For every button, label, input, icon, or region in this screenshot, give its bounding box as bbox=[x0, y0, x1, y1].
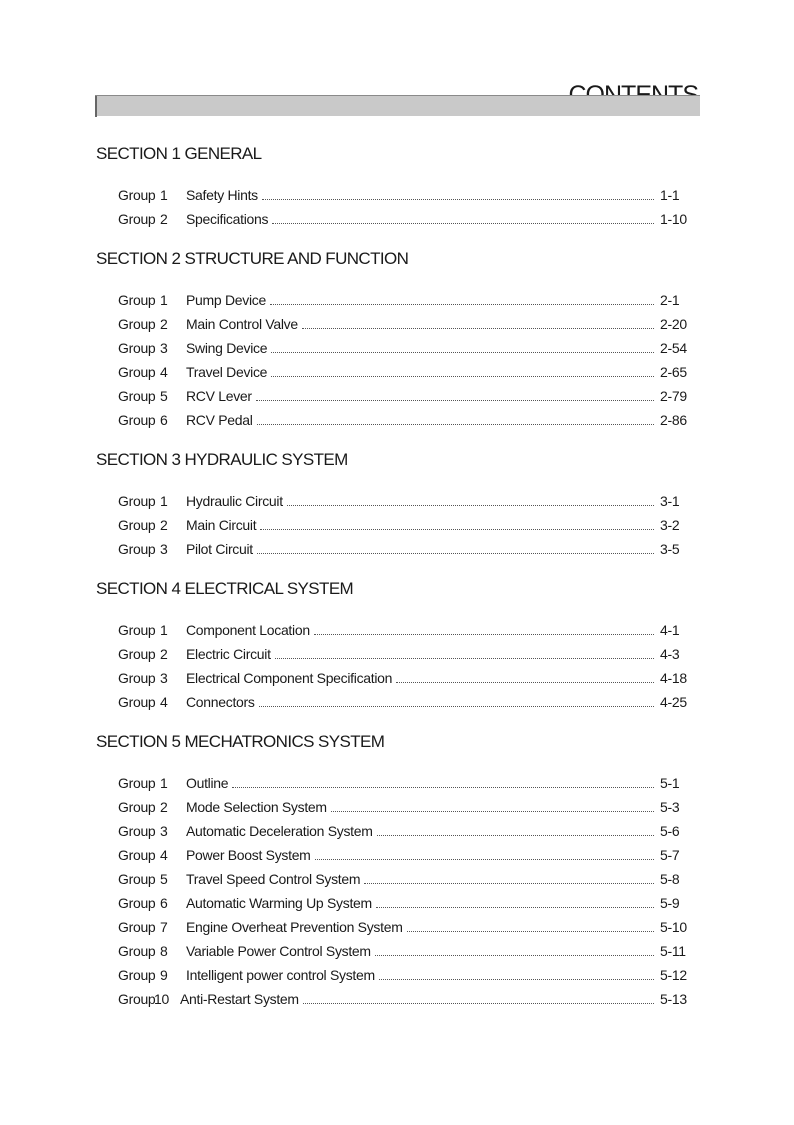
dot-leader bbox=[302, 328, 654, 329]
entry-title: Electrical Component Specification bbox=[186, 670, 393, 686]
group-label: Group bbox=[118, 991, 156, 1007]
group-number: 4 bbox=[160, 364, 168, 380]
toc-entry[interactable] bbox=[118, 795, 690, 819]
page-number: 5-11 bbox=[660, 943, 686, 959]
group-label: Group bbox=[118, 799, 156, 815]
toc-entry[interactable] bbox=[118, 915, 690, 939]
entry-title: Automatic Warming Up System bbox=[186, 895, 372, 911]
group-number: 2 bbox=[160, 316, 168, 332]
dot-leader bbox=[275, 658, 654, 659]
toc-entry[interactable] bbox=[118, 336, 690, 360]
page-number: 5-12 bbox=[660, 967, 687, 983]
group-number: 10 bbox=[154, 991, 169, 1007]
group-label: Group bbox=[118, 340, 156, 356]
page-number: 1-10 bbox=[660, 211, 687, 227]
page-number: 2-1 bbox=[660, 292, 680, 308]
page-number: 5-9 bbox=[660, 895, 680, 911]
page-number: 2-86 bbox=[660, 412, 687, 428]
page-number: 5-1 bbox=[660, 775, 680, 791]
dot-leader bbox=[271, 376, 654, 377]
toc-entry[interactable] bbox=[118, 312, 690, 336]
group-label: Group bbox=[118, 871, 156, 887]
dot-leader bbox=[270, 304, 654, 305]
toc-entry[interactable] bbox=[118, 987, 690, 1011]
group-number: 2 bbox=[160, 517, 168, 533]
dot-leader bbox=[375, 955, 654, 956]
dot-leader bbox=[364, 883, 654, 884]
toc-entry[interactable] bbox=[118, 867, 690, 891]
group-label: Group bbox=[118, 493, 156, 509]
group-label: Group bbox=[118, 388, 156, 404]
entry-title: Anti-Restart System bbox=[180, 991, 299, 1007]
group-label: Group bbox=[118, 364, 156, 380]
entry-title: Pilot Circuit bbox=[186, 541, 253, 557]
toc-section bbox=[96, 575, 696, 714]
page-number: 5-10 bbox=[660, 919, 687, 935]
group-number: 5 bbox=[160, 388, 168, 404]
toc-entry[interactable] bbox=[118, 963, 690, 987]
group-label: Group bbox=[118, 517, 156, 533]
dot-leader bbox=[407, 931, 654, 932]
dot-leader bbox=[303, 1003, 654, 1004]
section-heading: SECTION 3 HYDRAULIC SYSTEM bbox=[96, 450, 348, 469]
toc-entry[interactable] bbox=[118, 618, 690, 642]
group-number: 6 bbox=[160, 895, 168, 911]
entry-title: Power Boost System bbox=[186, 847, 311, 863]
group-label: Group bbox=[118, 943, 156, 959]
group-number: 2 bbox=[160, 646, 168, 662]
entry-title: Automatic Deceleration System bbox=[186, 823, 373, 839]
page-number: 4-25 bbox=[660, 694, 687, 710]
group-number: 1 bbox=[160, 292, 168, 308]
toc-entry[interactable] bbox=[118, 207, 690, 231]
page-number: 5-7 bbox=[660, 847, 680, 863]
group-number: 1 bbox=[160, 775, 168, 791]
dot-leader bbox=[377, 835, 654, 836]
entry-title: Main Control Valve bbox=[186, 316, 298, 332]
page-number: 2-65 bbox=[660, 364, 687, 380]
page-number: 4-18 bbox=[660, 670, 687, 686]
group-number: 8 bbox=[160, 943, 168, 959]
group-number: 3 bbox=[160, 670, 168, 686]
dot-leader bbox=[259, 706, 654, 707]
dot-leader bbox=[314, 634, 654, 635]
page-number: 5-13 bbox=[660, 991, 687, 1007]
page-number: 3-5 bbox=[660, 541, 680, 557]
dot-leader bbox=[315, 859, 654, 860]
group-label: Group bbox=[118, 646, 156, 662]
group-number: 6 bbox=[160, 412, 168, 428]
toc-entry[interactable] bbox=[118, 939, 690, 963]
page-number: 2-79 bbox=[660, 388, 687, 404]
group-number: 2 bbox=[160, 799, 168, 815]
group-label: Group bbox=[118, 895, 156, 911]
group-number: 3 bbox=[160, 541, 168, 557]
group-number: 4 bbox=[160, 847, 168, 863]
group-label: Group bbox=[118, 775, 156, 791]
page-number: 2-20 bbox=[660, 316, 687, 332]
group-number: 5 bbox=[160, 871, 168, 887]
dot-leader bbox=[256, 400, 654, 401]
title-bar bbox=[95, 95, 700, 116]
toc-entry[interactable] bbox=[118, 360, 690, 384]
toc-entry[interactable] bbox=[118, 513, 690, 537]
page-number: 5-6 bbox=[660, 823, 680, 839]
toc-entry[interactable] bbox=[118, 690, 690, 714]
toc-entry[interactable] bbox=[118, 819, 690, 843]
entry-title: Hydraulic Circuit bbox=[186, 493, 283, 509]
entry-title: Variable Power Control System bbox=[186, 943, 371, 959]
page-number: 1-1 bbox=[660, 187, 680, 203]
group-label: Group bbox=[118, 541, 156, 557]
toc-entry[interactable] bbox=[118, 771, 690, 795]
entry-title: Swing Device bbox=[186, 340, 268, 356]
entry-title: Electric Circuit bbox=[186, 646, 271, 662]
toc-entry[interactable] bbox=[118, 891, 690, 915]
dot-leader bbox=[257, 424, 654, 425]
toc-entry[interactable] bbox=[118, 843, 690, 867]
dot-leader bbox=[232, 787, 654, 788]
toc-section bbox=[96, 446, 696, 561]
page-number: 4-1 bbox=[660, 622, 680, 638]
entry-title: Intelligent power control System bbox=[186, 967, 375, 983]
entry-title: Main Circuit bbox=[186, 517, 257, 533]
page-number: 5-3 bbox=[660, 799, 680, 815]
entry-title: Component Location bbox=[186, 622, 310, 638]
group-number: 9 bbox=[160, 967, 168, 983]
toc-section bbox=[96, 728, 696, 1011]
group-number: 2 bbox=[160, 211, 168, 227]
toc-section bbox=[96, 245, 696, 432]
entry-title: Pump Device bbox=[186, 292, 266, 308]
dot-leader bbox=[396, 682, 654, 683]
entry-title: Specifications bbox=[186, 211, 269, 227]
group-number: 1 bbox=[160, 187, 168, 203]
group-label: Group bbox=[118, 211, 156, 227]
page-number: 4-3 bbox=[660, 646, 680, 662]
table-of-contents bbox=[96, 140, 696, 1025]
toc-entry[interactable] bbox=[118, 183, 690, 207]
dot-leader bbox=[271, 352, 654, 353]
group-label: Group bbox=[118, 670, 156, 686]
dot-leader bbox=[272, 223, 654, 224]
toc-entry[interactable] bbox=[118, 537, 690, 561]
group-label: Group bbox=[118, 967, 156, 983]
group-label: Group bbox=[118, 847, 156, 863]
entry-title: RCV Pedal bbox=[186, 412, 253, 428]
entry-title: Engine Overheat Prevention System bbox=[186, 919, 403, 935]
section-heading: SECTION 2 STRUCTURE AND FUNCTION bbox=[96, 249, 409, 268]
dot-leader bbox=[331, 811, 654, 812]
dot-leader bbox=[262, 199, 654, 200]
group-label: Group bbox=[118, 412, 156, 428]
section-heading: SECTION 1 GENERAL bbox=[96, 144, 262, 163]
page-number: 3-1 bbox=[660, 493, 680, 509]
entry-title: Outline bbox=[186, 775, 229, 791]
group-number: 3 bbox=[160, 340, 168, 356]
page-number: 5-8 bbox=[660, 871, 680, 887]
entry-title: Connectors bbox=[186, 694, 255, 710]
group-number: 7 bbox=[160, 919, 168, 935]
dot-leader bbox=[379, 979, 654, 980]
entry-title: Travel Device bbox=[186, 364, 268, 380]
group-label: Group bbox=[118, 694, 156, 710]
toc-section bbox=[96, 140, 696, 231]
toc-entry[interactable] bbox=[118, 288, 690, 312]
toc-entry[interactable] bbox=[118, 489, 690, 513]
dot-leader bbox=[260, 529, 654, 530]
dot-leader bbox=[376, 907, 654, 908]
group-label: Group bbox=[118, 316, 156, 332]
group-number: 1 bbox=[160, 493, 168, 509]
toc-entry[interactable] bbox=[118, 408, 690, 432]
group-label: Group bbox=[118, 187, 156, 203]
toc-entry[interactable] bbox=[118, 666, 690, 690]
group-number: 1 bbox=[160, 622, 168, 638]
group-label: Group bbox=[118, 292, 156, 308]
group-label: Group bbox=[118, 622, 156, 638]
toc-entry[interactable] bbox=[118, 384, 690, 408]
section-heading: SECTION 5 MECHATRONICS SYSTEM bbox=[96, 732, 385, 751]
dot-leader bbox=[287, 505, 654, 506]
entry-title: Travel Speed Control System bbox=[186, 871, 361, 887]
entry-title: Safety Hints bbox=[186, 187, 258, 203]
group-label: Group bbox=[118, 823, 156, 839]
toc-entry[interactable] bbox=[118, 642, 690, 666]
group-number: 4 bbox=[160, 694, 168, 710]
page-number: 3-2 bbox=[660, 517, 680, 533]
group-label: Group bbox=[118, 919, 156, 935]
page-number: 2-54 bbox=[660, 340, 687, 356]
entry-title: Mode Selection System bbox=[186, 799, 327, 815]
section-heading: SECTION 4 ELECTRICAL SYSTEM bbox=[96, 579, 354, 598]
entry-title: RCV Lever bbox=[186, 388, 252, 404]
group-number: 3 bbox=[160, 823, 168, 839]
dot-leader bbox=[257, 553, 654, 554]
